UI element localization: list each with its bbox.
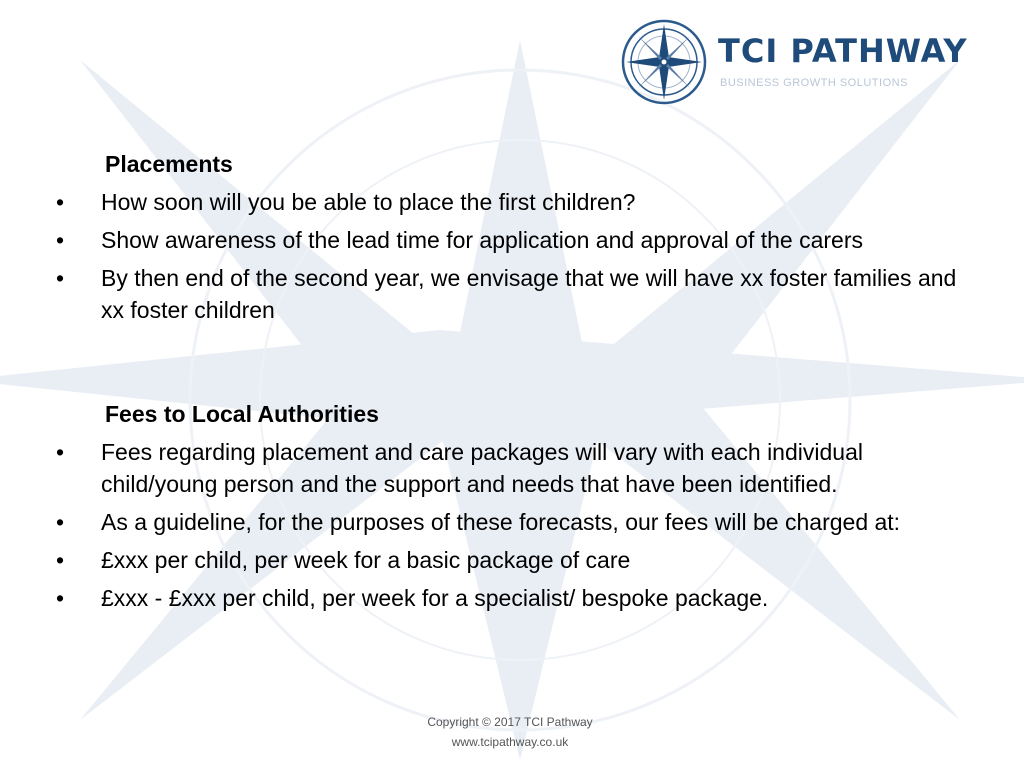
list-item-text: By then end of the second year, we envisage that we will have xx foster families and xx foster children <box>101 265 957 323</box>
bullet-icon: • <box>56 227 65 253</box>
bullet-icon: • <box>56 439 65 465</box>
footer <box>370 712 650 752</box>
section-heading-fees: Fees to Local Authorities <box>105 401 379 427</box>
list-item <box>56 582 976 614</box>
bullet-icon: • <box>56 265 65 291</box>
list-item <box>56 436 976 500</box>
bullet-icon: • <box>56 585 65 611</box>
footer-website: www.tcipathway.co.uk <box>451 735 569 749</box>
bullet-icon: • <box>56 547 65 573</box>
list-item <box>56 544 976 576</box>
list-item-text: As a guideline, for the purposes of these forecasts, our fees will be charged at: <box>101 509 901 535</box>
section-heading-placements: Placements <box>105 151 233 177</box>
list-item-text: Fees regarding placement and care packages will vary with each individual child/young person and the support and needs that have been identified. <box>101 439 863 497</box>
bullet-icon: • <box>56 509 65 535</box>
logo-subtitle: BUSINESS GROWTH SOLUTIONS <box>720 77 908 89</box>
list-item-text: £xxx - £xxx per child, per week for a specialist/ bespoke package. <box>101 585 769 611</box>
placements-list <box>56 186 976 332</box>
footer-copyright: Copyright © 2017 TCI Pathway <box>427 715 593 729</box>
list-item-text: How soon will you be able to place the first children? <box>101 189 636 215</box>
list-item-text: Show awareness of the lead time for application and approval of the carers <box>101 227 863 253</box>
list-item <box>56 506 976 538</box>
list-item-text: £xxx per child, per week for a basic package of care <box>101 547 631 573</box>
list-item <box>56 186 976 218</box>
list-item <box>56 262 976 326</box>
logo-title: TCI PATHWAY <box>718 32 968 70</box>
list-item <box>56 224 976 256</box>
bullet-icon: • <box>56 189 65 215</box>
fees-list <box>56 436 976 620</box>
